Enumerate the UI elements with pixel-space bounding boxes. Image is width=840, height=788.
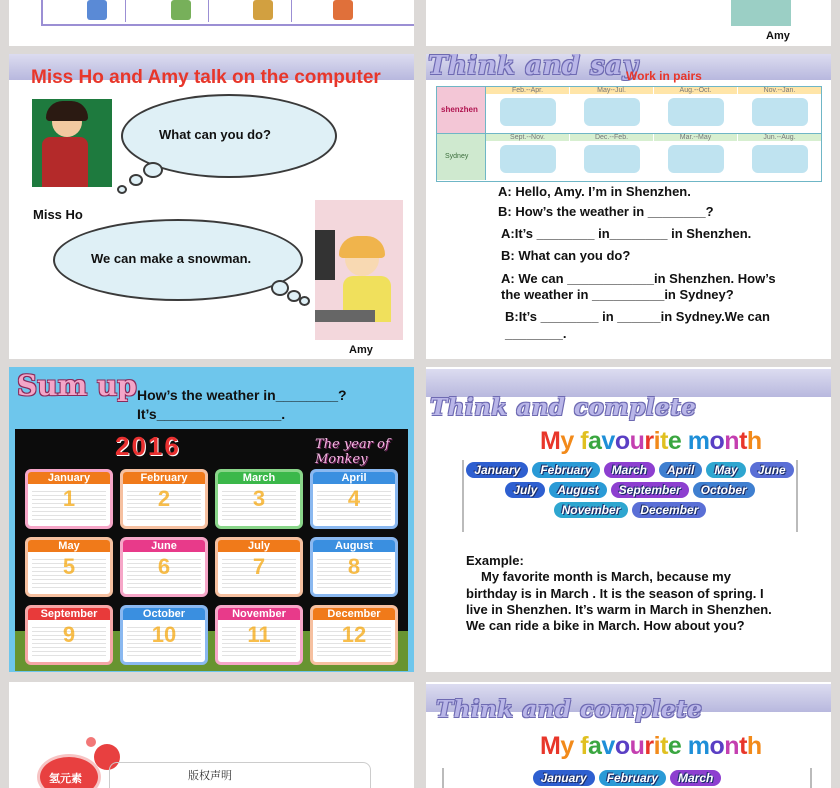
boy-figure xyxy=(87,0,107,20)
calendar-month-name: June xyxy=(123,540,205,552)
miss-ho-label: Miss Ho xyxy=(33,207,83,222)
calendar-month xyxy=(310,537,398,597)
calendar-month-number: 2 xyxy=(157,486,171,511)
slide-copyright xyxy=(9,682,414,788)
dialogue-line: ________. xyxy=(505,326,567,341)
month-pill: October xyxy=(693,482,755,498)
month-cell: Dec.--Feb. xyxy=(570,134,653,180)
calendar-month-name: December xyxy=(313,608,395,620)
month-cell: Feb.--Apr. xyxy=(486,87,569,133)
slide-think-complete-2 xyxy=(426,682,831,788)
weather-icon xyxy=(668,98,724,126)
computer-image xyxy=(731,0,791,26)
dialogue-line: B: How’s the weather in ________? xyxy=(498,204,714,219)
calendar-month xyxy=(215,469,303,529)
month-pill: February xyxy=(599,770,666,786)
calendar-month-name: February xyxy=(123,472,205,484)
slide-top-right xyxy=(426,0,831,46)
bubble1-puff xyxy=(129,174,143,186)
calendar-month-name: September xyxy=(28,608,110,620)
calendar-month xyxy=(120,537,208,597)
month-pill: April xyxy=(659,462,702,478)
dialogue-line: B: What can you do? xyxy=(501,248,631,263)
dialogue-line: the weather in __________in Sydney? xyxy=(501,287,734,302)
row-label-shenzhen: shenzhen xyxy=(437,87,486,133)
dialogue-line: B:It’s ________ in ______in Sydney.We can xyxy=(505,309,770,324)
weather-icon xyxy=(668,145,724,173)
month-pill: May xyxy=(706,462,745,478)
calendar-month-number: 8 xyxy=(347,554,361,579)
month-cell: Aug.--Oct. xyxy=(654,87,737,133)
copyright-box: 版权声明 xyxy=(109,762,371,788)
weather-icon xyxy=(752,98,808,126)
header-band xyxy=(426,369,831,397)
calendar-month-number: 3 xyxy=(252,486,266,511)
example-line: birthday is in March . It is the season of spring. I xyxy=(466,586,764,601)
slide1-title: Miss Ho and Amy talk on the computer xyxy=(31,67,381,88)
bubble1-puff xyxy=(117,185,127,194)
sumup-question: How’s the weather in________? xyxy=(137,387,347,403)
amy-label: Amy xyxy=(349,344,373,356)
calendar-month xyxy=(120,469,208,529)
month-pill: January xyxy=(466,462,528,478)
calendar-board xyxy=(15,429,408,671)
calendar-month xyxy=(215,605,303,665)
month-cell: Jun.--Aug. xyxy=(738,134,821,180)
sumup-answer: It’s________________. xyxy=(137,406,286,422)
weather-icon xyxy=(584,145,640,173)
favourite-month-heading: My favourite month xyxy=(540,427,762,455)
month-pills xyxy=(442,768,812,788)
kid-figure xyxy=(253,0,273,20)
month-cell: Sept.--Nov. xyxy=(486,134,569,180)
calendar-month-name: July xyxy=(218,540,300,552)
decor-dot xyxy=(86,737,96,747)
calendar-month-number: 10 xyxy=(151,622,177,647)
example-label: Example: xyxy=(466,553,524,568)
kid-coat-figure xyxy=(333,0,353,20)
example-line: My favorite month is March, because my xyxy=(481,569,731,584)
slide-chat xyxy=(9,54,414,359)
month-cell: May--Jul. xyxy=(570,87,653,133)
calendar-month-number: 5 xyxy=(62,554,76,579)
month-pill: March xyxy=(670,770,721,786)
calendar-month-name: November xyxy=(218,608,300,620)
weather-icon xyxy=(500,145,556,173)
weather-icon xyxy=(584,98,640,126)
month-pill: August xyxy=(549,482,606,498)
calendar-year: 2016 xyxy=(115,431,181,461)
slide-sum-up xyxy=(9,367,414,672)
amy-label: Amy xyxy=(766,30,790,42)
slide4-title: Think and complete xyxy=(430,394,697,421)
slide2-subtitle: Work in pairs xyxy=(626,69,702,83)
brand-badge: 氢元素 xyxy=(37,754,101,788)
calendar-month xyxy=(25,537,113,597)
month-cell: Nov.--Jan. xyxy=(738,87,821,133)
calendar-month xyxy=(310,605,398,665)
slide-think-say xyxy=(426,54,831,359)
calendar-month-name: April xyxy=(313,472,395,484)
calendar-month xyxy=(25,469,113,529)
calendar-month-number: 12 xyxy=(341,622,367,647)
month-pill: September xyxy=(611,482,689,498)
slide2-title: Think and say xyxy=(428,54,639,81)
calendar-month-name: May xyxy=(28,540,110,552)
figure-strip xyxy=(41,0,414,26)
calendar-month-number: 6 xyxy=(157,554,171,579)
slide6-title: Think and complete xyxy=(436,696,703,723)
dialogue-line: A: We can ____________in Shenzhen. How’s xyxy=(501,271,776,286)
weather-table xyxy=(436,86,822,182)
favourite-month-heading: My favourite month xyxy=(540,732,762,760)
bubble1-puff xyxy=(143,162,163,178)
month-cell: Mar.--May xyxy=(654,134,737,180)
teacher-image xyxy=(32,99,112,187)
bubble1-text: What can you do? xyxy=(159,127,271,142)
slide-think-complete xyxy=(426,367,831,672)
calendar-month-number: 11 xyxy=(247,622,271,647)
slide-top-left xyxy=(9,0,414,46)
month-pill: March xyxy=(604,462,655,478)
dialogue-line: A: Hello, Amy. I’m in Shenzhen. xyxy=(498,184,691,199)
weather-icon xyxy=(752,145,808,173)
calendar-month xyxy=(120,605,208,665)
calendar-month-number: 7 xyxy=(252,554,266,579)
calendar-year-label: The year of Monkey xyxy=(315,437,390,467)
month-pill: January xyxy=(533,770,595,786)
calendar-month-name: August xyxy=(313,540,395,552)
sumup-title: Sum up xyxy=(17,369,137,402)
girl-figure xyxy=(171,0,191,20)
month-pill: July xyxy=(505,482,545,498)
month-pills xyxy=(462,460,798,532)
calendar-month xyxy=(215,537,303,597)
weather-icon xyxy=(500,98,556,126)
amy-image xyxy=(315,200,403,340)
calendar-month xyxy=(310,469,398,529)
calendar-month-number: 1 xyxy=(62,486,76,511)
dialogue-line: A:It’s ________ in________ in Shenzhen. xyxy=(501,226,752,241)
calendar-month-name: October xyxy=(123,608,205,620)
month-pill: June xyxy=(750,462,794,478)
calendar-month-name: March xyxy=(218,472,300,484)
row-label-sydney: Sydney xyxy=(437,133,486,180)
calendar-month xyxy=(25,605,113,665)
calendar-month-number: 4 xyxy=(347,486,361,511)
bubble2-text: We can make a snowman. xyxy=(91,251,252,266)
example-line: live in Shenzhen. It’s warm in March in Shenzhen. xyxy=(466,602,772,617)
example-line: We can ride a bike in March. How about you? xyxy=(466,618,745,633)
month-pill: November xyxy=(554,502,629,518)
month-pill: February xyxy=(532,462,599,478)
month-pill: December xyxy=(632,502,706,518)
bubble2-puff xyxy=(299,296,310,306)
calendar-month-name: January xyxy=(28,472,110,484)
calendar-month-number: 9 xyxy=(62,622,76,647)
